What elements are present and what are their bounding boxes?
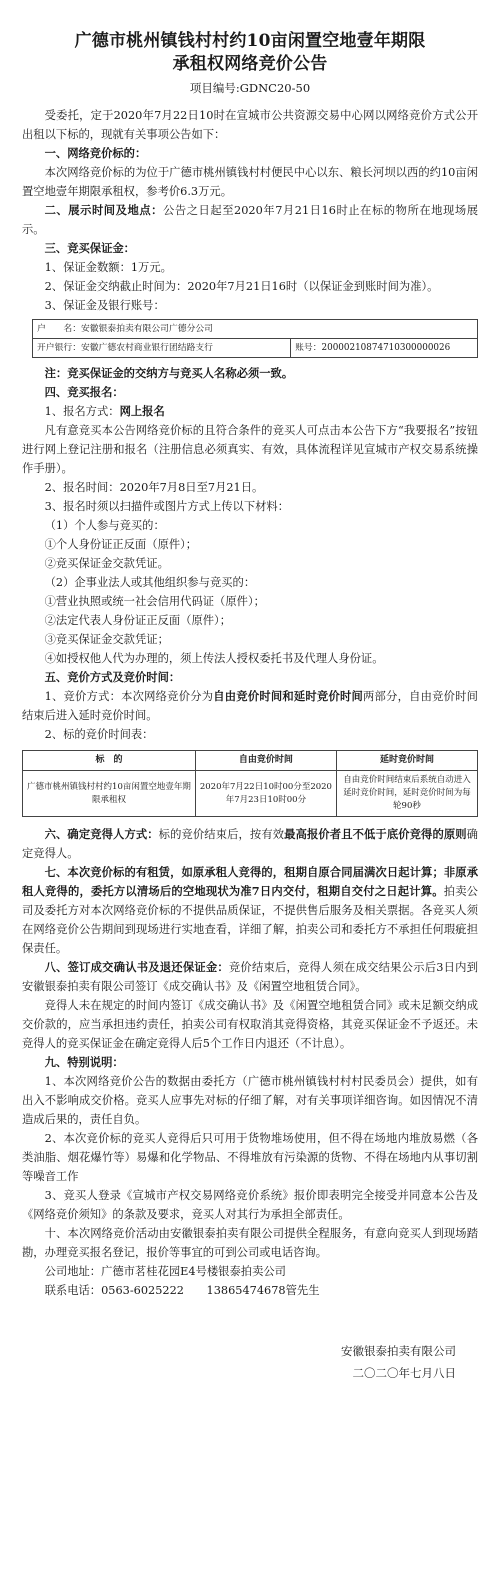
signature-block: [22, 1340, 478, 1384]
project-number: 项目编号:GDNC20-50: [189, 81, 311, 95]
list-item: ①营业执照或统一社会信用代码证（原件）；: [44, 595, 265, 608]
section-10: 十、本次网络竞价活动由安徽银泰拍卖有限公司提供全程服务，有意向竞买人到现场踏勘，办理竞买报名登记，报价等事宜的可到公司或电话咨询。: [22, 1227, 478, 1259]
page-title: [22, 30, 478, 76]
signature-company: 安徽银泰拍卖有限公司: [341, 1344, 456, 1358]
bidding-method-a: 1、竞价方式：本次网络竞价分为: [44, 690, 214, 703]
deposit-bank-heading: 3、保证金及银行账号：: [44, 299, 165, 312]
special-note-3: 3、竞买人登录《宣城市产权交易网络竞价系统》报价即表明完全接受并同意本公告及《网络竞价须知》的条款及要求，竞买人对其行为承担全部责任。: [22, 1189, 478, 1221]
column-header: 标 的: [23, 751, 196, 771]
section-8-body-2: 竞得人未在规定的时间内签订《成交确认书》及《闲置空地租赁合同》或未足额交纳成交价款的，应当承担违约责任，拍卖公司有权取消其竞得资格，其竞买保证金不予返还。未竞得人的竞买保证金在确定竞得人后5个工作日内退还（不计息）。: [22, 999, 478, 1050]
account-name-value: 安徽银泰拍卖有限公司广德分公司: [81, 324, 213, 334]
list-item: ④如授权他人代为办理的，须上传法人授权委托书及代理人身份证。: [44, 652, 384, 665]
table-cell: 自由竞价时间结束后系统自动进入延时竞价时间，延时竞价时间为每轮90秒: [336, 771, 477, 817]
special-note-1: 1、本次网络竞价公告的数据由委托方（广德市桃州镇钱村村村民委员会）提供，如有出入不影响成交价格。竞买人应事先对标的仔细了解，对有关事项详细咨询。如因情况不清造成后果的，责任自负。: [22, 1075, 478, 1126]
enterprise-heading: （2）企事业法人或其他组织参与竞买的：: [44, 576, 256, 589]
table-cell: 广德市桃州镇钱村村约10亩闲置空地壹年期限承租权: [23, 771, 196, 817]
bank-cell: [33, 339, 291, 358]
bidding-method-b: 自由竞价时间和延时竞价时间: [213, 689, 364, 703]
deposit-deadline: 2、保证金交纳截止时间为：2020年7月21日16时（以保证金到账时间为准）。: [44, 280, 439, 293]
account-name-label: 户 名：: [37, 324, 81, 334]
section-8: [22, 958, 478, 996]
section-7-bold: 七、本次竞价标的有租赁，如原承租人竞得的，租期自原合同届满次日起计算；非原承租人竞得的，委托方以清场后的空地现状为准7日内交付，租期自交付之日起计算。: [22, 865, 478, 898]
individual-heading: （1）个人参与竞买的：: [44, 519, 165, 532]
table-header-row: [23, 751, 478, 771]
registration-body: 凡有意竞买本公告网络竞价标的且符合条件的竞买人可点击本公告下方“我要报名”按钮进行网上登记注册和报名（注册信息必须真实、有效，具体流程详见宣城市产权交易系统操作手册）。: [22, 424, 478, 475]
section-1-body: 本次网络竞价标的为位于广德市桃州镇钱村村便民中心以东、粮长河坝以西的约10亩闲置空地壹年期限承租权，参考价6.3万元。: [22, 166, 478, 198]
section-5-heading: 五、竞价方式及竞价时间：: [44, 670, 181, 684]
registration-method: [22, 402, 478, 421]
title-line-1: 广德市桃州镇钱村村约10亩闲置空地壹年期限: [74, 31, 426, 51]
account-no-cell: [291, 339, 478, 358]
section-1-heading: 一、网络竞价标的：: [44, 146, 147, 160]
special-note-2: 2、本次竞价标的竞买人竞得后只可用于货物堆场使用，但不得在场地内堆放易燃（各类油脂、烟花爆竹等）易爆和化学物品、不得堆放有污染源的货物、不得在场地内从事切割等噪音工作: [22, 1132, 478, 1183]
bidding-schedule-heading: 2、标的竞价时间表：: [44, 728, 154, 741]
registration-time: 2、报名时间：2020年7月8日至7月21日。: [44, 481, 264, 494]
section-2: [22, 201, 478, 239]
section-7: [22, 863, 478, 958]
bank-label: 开户银行：: [37, 343, 81, 353]
list-item: ①个人身份证正反面（原件）；: [44, 538, 198, 551]
list-item: ②竞买保证金交款凭证。: [44, 557, 169, 570]
section-4-heading: 四、竞买报名：: [44, 385, 124, 399]
table-row: [33, 339, 478, 358]
title-line-2: 承租权网络竞价公告: [172, 54, 328, 74]
intro-paragraph: 受委托，定于2020年7月22日10时在宣城市公共资源交易中心网以网络竞价方式公开出租以下标的，现就有关事项公告如下：: [22, 109, 478, 141]
section-6: [22, 825, 478, 863]
column-header: 延时竞价时间: [336, 751, 477, 771]
section-6-heading: 六、确定竞得人方式：: [44, 827, 159, 841]
deposit-note: 注：竞买保证金的交纳方与竞买人名称必须一致。: [44, 366, 294, 380]
registration-method-label: 1、报名方式：: [44, 405, 120, 418]
signature-date: 二〇二〇年七月八日: [352, 1366, 456, 1380]
section-3-heading: 三、竞买保证金：: [44, 241, 135, 255]
registration-method-value: 网上报名: [119, 404, 165, 418]
section-8-body: 竞价结束后，竞得人须在成交结果公示后3日内到安徽银泰拍卖有限公司签订《成交确认书》及《闲置空地租赁合同》。: [22, 961, 478, 993]
column-header: 自由竞价时间: [195, 751, 336, 771]
bank-value: 安徽广德农村商业银行团结路支行: [81, 343, 213, 353]
account-name-cell: [33, 320, 478, 339]
section-6-body-a: 标的竞价结束后，按有效: [158, 828, 285, 841]
list-item: ③竞买保证金交款凭证；: [44, 633, 169, 646]
bidding-method: [22, 687, 478, 725]
registration-materials: 3、报名时须以扫描件或图片方式上传以下材料：: [44, 500, 290, 513]
table-row: [23, 771, 478, 817]
deposit-amount: 1、保证金数额：1万元。: [44, 261, 172, 274]
bank-account-table: [32, 319, 478, 358]
section-8-heading: 八、签订成交确认书及退还保证金：: [44, 960, 229, 974]
section-6-body-b: 最高报价者且不低于底价竞得的原则: [284, 827, 467, 841]
section-2-body: 公告之日起至2020年7月21日16时止在标的物所在地现场展示。: [22, 204, 478, 236]
list-item: ②法定代表人身份证正反面（原件）；: [44, 614, 231, 627]
section-9-heading: 九、特别说明：: [44, 1055, 124, 1069]
company-address: 公司地址：广德市茗桂花园E4号楼银泰拍卖公司: [44, 1265, 286, 1278]
account-no-value: 20000210874710300000026: [321, 343, 451, 353]
account-no-label: 账号：: [295, 343, 322, 353]
contact-phone: 联系电话：0563-6025222 13865474678管先生: [44, 1284, 320, 1297]
bidding-method-c: 两部分，自由竞价时间结束后进入延时竞价时间。: [22, 690, 478, 722]
section-6-body-c: 确定竞得人。: [22, 828, 478, 860]
bidding-schedule-table: [22, 750, 478, 817]
section-2-heading: 二、展示时间及地点：: [44, 203, 164, 217]
table-cell: 2020年7月22日10时00分至2020年7月23日10时00分: [195, 771, 336, 817]
section-7-body: 拍卖公司及委托方对本次网络竞价标的不提供品质保证，不提供售后服务及相关票据。各竞买人须在网络竞价公告期间到现场进行实地查看，详细了解，拍卖公司和委托方不承担任何瑕疵担保责任。: [22, 885, 478, 955]
table-row: [33, 320, 478, 339]
